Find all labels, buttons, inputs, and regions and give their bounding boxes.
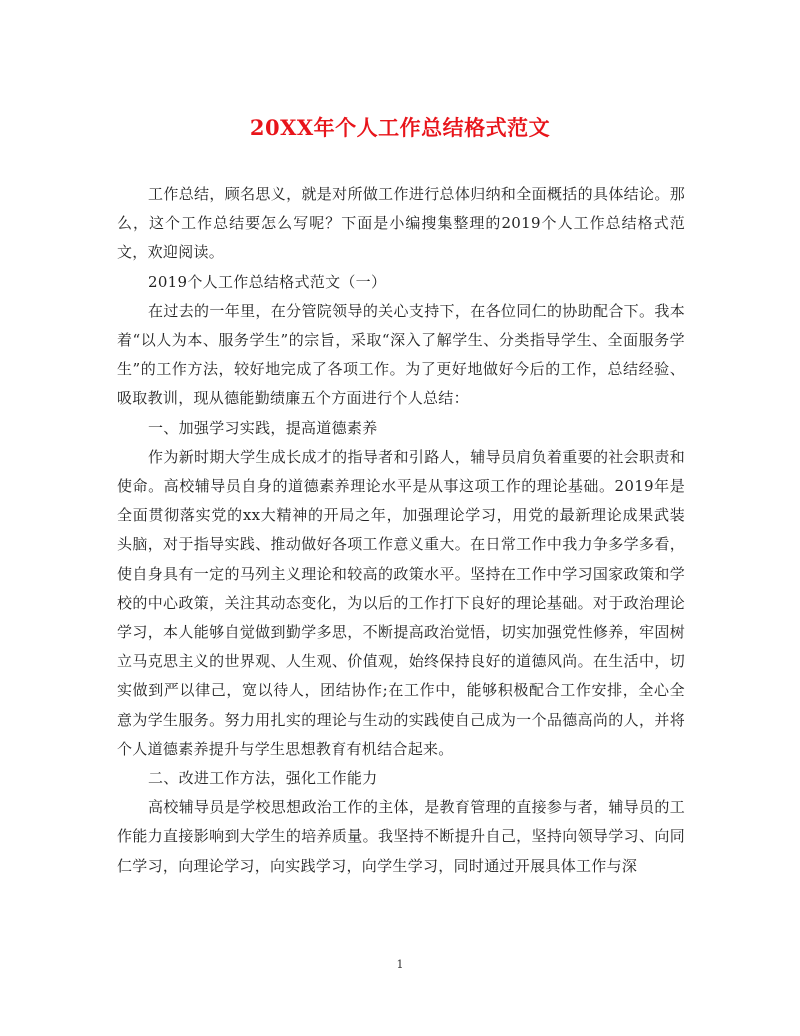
page-number: 1 — [396, 958, 404, 971]
document-body — [117, 180, 685, 881]
overview-paragraph: 在过去的一年里，在分管院领导的关心支持下，在各位同仁的协助配合下。我本着“以人为本、服务学生”的宗旨，采取“深入了解学生、分类指导学生、全面服务学生”的工作方法，较好地完成了各项工作。为了更好地做好今后的工作，总结经验、吸取教训，现从德能勤绩廉五个方面进行个人总结： — [117, 301, 685, 408]
section-heading-sample-one: 2019个人工作总结格式范文（一） — [148, 272, 387, 291]
section-heading-one: 一、加强学习实践，提高道德素养 — [148, 418, 378, 437]
document-title: 20XX年个人工作总结格式范文 — [249, 115, 551, 140]
section-heading-two: 二、改进工作方法，强化工作能力 — [148, 769, 378, 788]
section-one-paragraph: 作为新时期大学生成长成才的指导者和引路人，辅导员肩负着重要的社会职责和使命。高校辅导员自身的道德素养理论水平是从事这项工作的理论基础。2019年是全面贯彻落实党的xx大精神的开局之年，加强理论学习，用党的最新理论成果武装头脑，对于指导实践、推动做好各项工作意义重大。在日常工作中我力争多学多看，使自身具有一定的马列主义理论和较高的政策水平。坚持在工作中学习国家政策和学校的中心政策，关注其动态变化，为以后的工作打下良好的理论基础。对于政治理论学习，本人能够自觉做到勤学多思，不断提高政治觉悟，切实加强党性修养，牢固树立马克思主义的世界观、人生观、价值观，始终保持良好的道德风尚。在生活中，切实做到严以律己，宽以待人，团结协作;在工作中，能够积极配合工作安排，全心全意为学生服务。努力用扎实的理论与生动的实践使自己成为一个品德高尚的人，并将个人道德素养提升与学生思想教育有机结合起来。 — [117, 447, 685, 758]
intro-paragraph: 工作总结，顾名思义，就是对所做工作进行总体归纳和全面概括的具体结论。那么，这个工作总结要怎么写呢？下面是小编搜集整理的2019个人工作总结格式范文，欢迎阅读。 — [117, 185, 685, 262]
section-two-paragraph: 高校辅导员是学校思想政治工作的主体，是教育管理的直接参与者，辅导员的工作能力直接影响到大学生的培养质量。我坚持不断提升自己，坚持向领导学习、向同仁学习，向理论学习，向实践学习，向学生学习，同时通过开展具体工作与深 — [117, 798, 685, 875]
